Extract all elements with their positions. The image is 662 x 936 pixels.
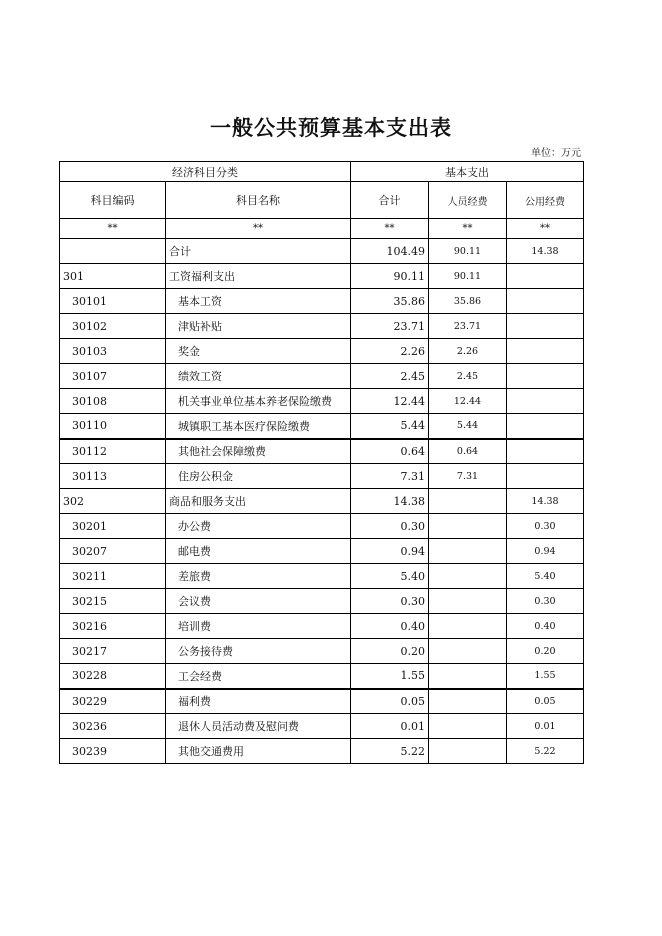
table-row — [60, 339, 584, 364]
personnel-cell: 2.26 — [429, 339, 507, 364]
header-basic-expenditure: 基本支出 — [351, 162, 584, 182]
name-cell: 邮电费 — [166, 539, 351, 564]
table-row — [60, 589, 584, 614]
total-cell: 0.94 — [351, 539, 429, 564]
total-amount-cell: 104.49 — [351, 239, 429, 264]
personnel-cell: 7.31 — [429, 464, 507, 489]
personnel-cell: 2.45 — [429, 364, 507, 389]
public-cell — [507, 364, 584, 389]
code-cell: 30102 — [60, 314, 166, 339]
public-cell: 0.20 — [507, 639, 584, 664]
public-cell: 0.05 — [507, 689, 584, 714]
star-cell: ** — [351, 219, 429, 239]
personnel-cell: 35.86 — [429, 289, 507, 314]
total-cell: 2.45 — [351, 364, 429, 389]
name-cell: 基本工资 — [166, 289, 351, 314]
personnel-cell — [429, 589, 507, 614]
budget-table — [59, 161, 584, 764]
code-cell: 30239 — [60, 739, 166, 764]
personnel-cell — [429, 639, 507, 664]
public-cell: 1.55 — [507, 664, 584, 689]
total-cell: 23.71 — [351, 314, 429, 339]
name-cell: 退休人员活动费及慰问费 — [166, 714, 351, 739]
public-cell — [507, 289, 584, 314]
public-cell — [507, 414, 584, 439]
public-cell — [507, 464, 584, 489]
code-cell: 30211 — [60, 564, 166, 589]
page-title: 一般公共预算基本支出表 — [210, 116, 452, 140]
total-cell: 90.11 — [351, 264, 429, 289]
public-cell — [507, 264, 584, 289]
personnel-cell: 5.44 — [429, 414, 507, 439]
personnel-cell: 0.64 — [429, 439, 507, 464]
name-cell: 城镇职工基本医疗保险缴费 — [166, 414, 351, 439]
public-cell: 0.40 — [507, 614, 584, 639]
name-cell: 公务接待费 — [166, 639, 351, 664]
personnel-cell — [429, 514, 507, 539]
table-row — [60, 539, 584, 564]
header-star-row — [60, 219, 584, 239]
personnel-cell — [429, 689, 507, 714]
total-cell: 7.31 — [351, 464, 429, 489]
star-cell: ** — [507, 219, 584, 239]
code-cell: 30207 — [60, 539, 166, 564]
code-cell: 30110 — [60, 414, 166, 439]
table-row — [60, 664, 584, 689]
public-cell — [507, 439, 584, 464]
name-cell: 培训费 — [166, 614, 351, 639]
code-cell: 30107 — [60, 364, 166, 389]
header-total: 合计 — [351, 182, 429, 219]
public-cell: 5.22 — [507, 739, 584, 764]
name-cell: 奖金 — [166, 339, 351, 364]
table-row — [60, 264, 584, 289]
header-column-row — [60, 182, 584, 219]
name-cell: 福利费 — [166, 689, 351, 714]
table-row — [60, 364, 584, 389]
total-row — [60, 239, 584, 264]
public-cell: 5.40 — [507, 564, 584, 589]
total-cell: 2.26 — [351, 339, 429, 364]
table-row — [60, 464, 584, 489]
table-row — [60, 414, 584, 439]
personnel-cell — [429, 489, 507, 514]
personnel-cell: 12.44 — [429, 389, 507, 414]
code-cell: 30113 — [60, 464, 166, 489]
personnel-cell — [429, 664, 507, 689]
name-cell: 商品和服务支出 — [166, 489, 351, 514]
total-cell: 0.05 — [351, 689, 429, 714]
code-cell: 30101 — [60, 289, 166, 314]
public-cell: 0.30 — [507, 514, 584, 539]
star-cell: ** — [166, 219, 351, 239]
total-cell: 0.40 — [351, 614, 429, 639]
public-cell — [507, 314, 584, 339]
code-cell: 30201 — [60, 514, 166, 539]
name-cell: 机关事业单位基本养老保险缴费 — [166, 389, 351, 414]
table-row — [60, 289, 584, 314]
total-public-cell: 14.38 — [507, 239, 584, 264]
code-cell: 30229 — [60, 689, 166, 714]
star-cell: ** — [429, 219, 507, 239]
code-cell: 301 — [60, 264, 166, 289]
total-cell: 35.86 — [351, 289, 429, 314]
header-economic-category: 经济科目分类 — [60, 162, 351, 182]
personnel-cell: 23.71 — [429, 314, 507, 339]
table-row — [60, 739, 584, 764]
table-row — [60, 714, 584, 739]
total-cell: 5.22 — [351, 739, 429, 764]
code-cell: 302 — [60, 489, 166, 514]
total-name-cell: 合计 — [166, 239, 351, 264]
total-cell: 5.44 — [351, 414, 429, 439]
total-cell: 5.40 — [351, 564, 429, 589]
table-row — [60, 389, 584, 414]
total-cell: 0.64 — [351, 439, 429, 464]
code-cell: 30216 — [60, 614, 166, 639]
table-row — [60, 639, 584, 664]
name-cell: 住房公积金 — [166, 464, 351, 489]
unit-label: 单位：万元 — [531, 148, 581, 159]
header-personnel: 人员经费 — [429, 182, 507, 219]
table-row — [60, 514, 584, 539]
public-cell — [507, 339, 584, 364]
total-cell: 12.44 — [351, 389, 429, 414]
table-row — [60, 489, 584, 514]
public-cell: 0.01 — [507, 714, 584, 739]
header-public: 公用经费 — [507, 182, 584, 219]
header-code: 科目编码 — [60, 182, 166, 219]
name-cell: 工会经费 — [166, 664, 351, 689]
public-cell: 0.94 — [507, 539, 584, 564]
code-cell: 30108 — [60, 389, 166, 414]
code-cell: 30112 — [60, 439, 166, 464]
personnel-cell: 90.11 — [429, 264, 507, 289]
personnel-cell — [429, 714, 507, 739]
total-cell: 1.55 — [351, 664, 429, 689]
header-group-row — [60, 162, 584, 182]
name-cell: 绩效工资 — [166, 364, 351, 389]
code-cell: 30236 — [60, 714, 166, 739]
public-cell: 0.30 — [507, 589, 584, 614]
name-cell: 会议费 — [166, 589, 351, 614]
public-cell — [507, 389, 584, 414]
public-cell: 14.38 — [507, 489, 584, 514]
personnel-cell — [429, 739, 507, 764]
name-cell: 办公费 — [166, 514, 351, 539]
name-cell: 差旅费 — [166, 564, 351, 589]
star-cell: ** — [60, 219, 166, 239]
table-row — [60, 564, 584, 589]
personnel-cell — [429, 564, 507, 589]
table-row — [60, 689, 584, 714]
total-cell: 0.30 — [351, 589, 429, 614]
code-cell: 30215 — [60, 589, 166, 614]
table-row — [60, 614, 584, 639]
name-cell: 津贴补贴 — [166, 314, 351, 339]
header-name: 科目名称 — [166, 182, 351, 219]
code-cell: 30217 — [60, 639, 166, 664]
total-personnel-cell: 90.11 — [429, 239, 507, 264]
total-cell: 0.30 — [351, 514, 429, 539]
total-cell: 0.20 — [351, 639, 429, 664]
code-cell: 30228 — [60, 664, 166, 689]
total-cell: 0.01 — [351, 714, 429, 739]
name-cell: 其他社会保障缴费 — [166, 439, 351, 464]
table-row — [60, 314, 584, 339]
total-code-cell — [60, 239, 166, 264]
total-cell: 14.38 — [351, 489, 429, 514]
table-row — [60, 439, 584, 464]
personnel-cell — [429, 539, 507, 564]
name-cell: 其他交通费用 — [166, 739, 351, 764]
name-cell: 工资福利支出 — [166, 264, 351, 289]
code-cell: 30103 — [60, 339, 166, 364]
personnel-cell — [429, 614, 507, 639]
